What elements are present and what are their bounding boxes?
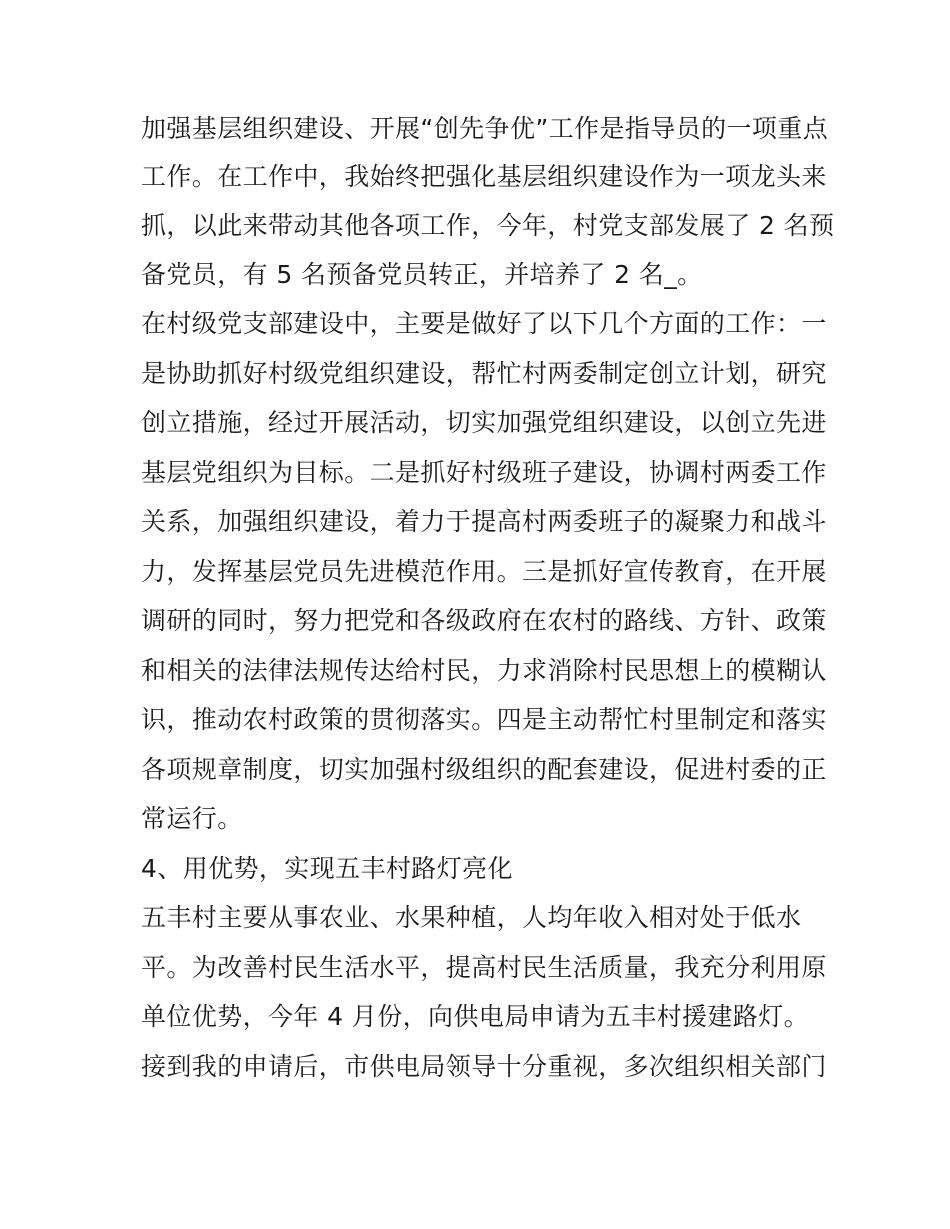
- text-line: 在村级党支部建设中，主要是做好了以下几个方面的工作：一: [141, 309, 827, 338]
- text-line: 抓，以此来带动其他各项工作，今年，村党支部发展了 2 名预: [141, 211, 835, 240]
- text-line: 常运行。: [141, 804, 243, 833]
- text-line: 五丰村主要从事农业、水果种植，人均年收入相对处于低水: [141, 903, 802, 932]
- text-line: 调研的同时，努力把党和各级政府在农村的路线、方针、政策: [141, 606, 827, 635]
- text-line: 识，推动农村政策的贯彻落实。四是主动帮忙村里制定和落实: [141, 705, 827, 734]
- text-line: 创立措施，经过开展活动，切实加强党组织建设，以创立先进: [141, 408, 827, 437]
- text-line: 关系，加强组织建设，着力于提高村两委班子的凝聚力和战斗: [141, 507, 827, 536]
- text-line: 加强基层组织建设、开展“创先争优”工作是指导员的一项重点: [141, 114, 829, 143]
- text-line: 力，发挥基层党员先进模范作用。三是抓好宣传教育，在开展: [141, 557, 827, 586]
- text-line: 平。为改善村民生活水平，提高村民生活质量，我充分利用原: [141, 953, 827, 982]
- text-line: 各项规章制度，切实加强村级组织的配套建设，促进村委的正: [141, 755, 827, 784]
- text-line: 是协助抓好村级党组织建设，帮忙村两委制定创立计划，研究: [141, 359, 827, 388]
- text-line: 和相关的法律法规传达给村民，力求消除村民思想上的模糊认: [141, 656, 827, 685]
- text-line: 工作。在工作中，我始终把强化基层组织建设作为一项龙头来: [141, 162, 827, 191]
- section-heading: 4、用优势，实现五丰村路灯亮化: [141, 854, 513, 883]
- text-line: 基层党组织为目标。二是抓好村级班子建设，协调村两委工作: [141, 458, 827, 487]
- text-line: 备党员，有 5 名预备党员转正，并培养了 2 名_。: [141, 260, 703, 289]
- text-line: 单位优势，今年 4 月份，向供电局申请为五丰村援建路灯。: [141, 1002, 810, 1031]
- text-line: 接到我的申请后，市供电局领导十分重视，多次组织相关部门: [141, 1052, 827, 1081]
